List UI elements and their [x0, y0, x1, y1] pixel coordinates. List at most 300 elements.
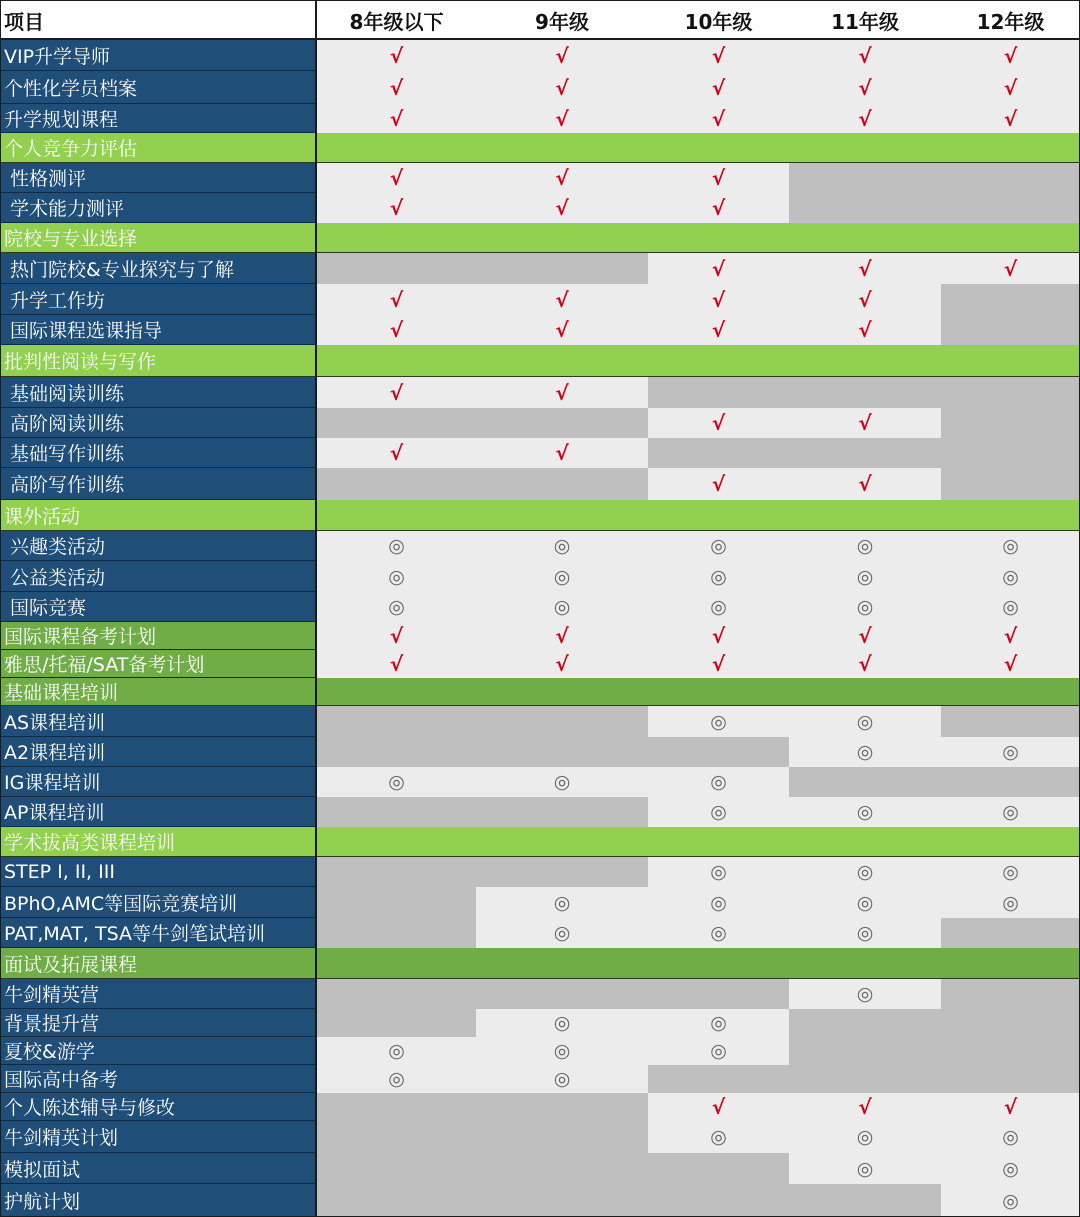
cell-grade-9 [476, 71, 648, 104]
cell-grade-12 [941, 979, 1080, 1009]
checkmark-icon: √ [555, 441, 569, 465]
cell-grade-12 [941, 1153, 1080, 1184]
checkmark-icon: √ [711, 166, 726, 190]
double-circle-icon: ◎ [388, 596, 405, 618]
checkmark-icon: √ [555, 106, 569, 131]
cell-grade-8-below [317, 1153, 476, 1184]
cell-grade-11 [789, 1184, 941, 1217]
cell-grade-10 [648, 193, 789, 223]
cell-grade-11 [789, 918, 941, 948]
cell-grade-12 [941, 706, 1080, 737]
cell-grade-11 [789, 979, 941, 1009]
cell-grade-10 [648, 857, 789, 887]
checkmark-icon: √ [711, 43, 726, 68]
cell-grade-11 [789, 193, 941, 223]
cell-grade-11 [789, 706, 941, 737]
row-label: 兴趣类活动 [0, 531, 315, 561]
checkmark-icon: √ [389, 196, 404, 220]
cell-grade-11 [789, 767, 941, 797]
cell-grade-10 [648, 284, 789, 315]
section-label: 院校与专业选择 [0, 223, 315, 253]
cell-grade-10 [648, 253, 789, 284]
cell-grade-11 [789, 315, 941, 345]
checkmark-icon: √ [711, 106, 726, 131]
cell-grade-8-below [317, 104, 476, 133]
cell-grade-12 [941, 592, 1080, 622]
cell-grade-10 [648, 1037, 789, 1065]
cell-grade-12 [941, 253, 1080, 284]
header-grade-8-below: 8年级以下 [349, 9, 444, 34]
section-label: 学术拔高类课程培训 [0, 827, 315, 857]
cell-grade-9 [476, 979, 648, 1009]
row-label: 牛剑精英营 [0, 979, 315, 1009]
cell-grade-12 [941, 531, 1080, 561]
checkmark-icon: √ [711, 1095, 726, 1119]
double-circle-icon: ◎ [553, 1068, 571, 1090]
cell-grade-8-below [317, 1093, 476, 1121]
checkmark-icon: √ [711, 256, 726, 281]
checkmark-icon: √ [711, 196, 726, 220]
cell-grade-8-below [317, 163, 476, 193]
row-label: 高阶写作训练 [0, 468, 315, 500]
cell-grade-10 [648, 163, 789, 193]
cell-grade-9 [476, 767, 648, 797]
double-circle-icon: ◎ [388, 565, 405, 588]
double-circle-icon: ◎ [856, 596, 874, 618]
cell-grade-11 [789, 887, 941, 918]
row-label: 热门院校&专业探究与了解 [0, 253, 315, 284]
cell-grade-11 [789, 438, 941, 468]
cell-grade-12 [941, 468, 1080, 500]
double-circle-icon: ◎ [553, 922, 571, 944]
checkmark-icon: √ [1003, 75, 1018, 100]
cell-grade-9 [476, 377, 648, 408]
cell-grade-9 [476, 315, 648, 345]
double-circle-icon: ◎ [856, 565, 874, 588]
checkmark-icon: √ [389, 287, 404, 312]
cell-grade-12 [941, 767, 1080, 797]
cell-grade-9 [476, 1121, 648, 1153]
cell-grade-11 [789, 622, 941, 650]
checkmark-icon: √ [858, 287, 872, 312]
checkmark-icon: √ [555, 43, 569, 68]
cell-grade-11 [789, 857, 941, 887]
checkmark-icon: √ [555, 624, 569, 648]
checkmark-icon: √ [711, 75, 726, 100]
cell-grade-8-below [317, 1037, 476, 1065]
cell-grade-12 [941, 284, 1080, 315]
cell-grade-8-below [317, 797, 476, 827]
row-label: 基础写作训练 [0, 438, 315, 468]
row-label: VIP升学导师 [0, 40, 315, 71]
cell-grade-10 [648, 468, 789, 500]
checkmark-icon: √ [389, 43, 404, 68]
cell-grade-10 [648, 377, 789, 408]
checkmark-icon: √ [389, 380, 404, 405]
cell-grade-8-below [317, 284, 476, 315]
cell-grade-11 [789, 284, 941, 315]
cell-grade-11 [789, 1121, 941, 1153]
cell-grade-10 [648, 1184, 789, 1217]
checkmark-icon: √ [711, 287, 726, 312]
cell-grade-11 [789, 1009, 941, 1037]
double-circle-icon: ◎ [388, 535, 405, 557]
double-circle-icon: ◎ [710, 535, 727, 557]
cell-grade-12 [941, 918, 1080, 948]
row-label: 基础阅读训练 [0, 377, 315, 408]
cell-grade-8-below [317, 438, 476, 468]
cell-grade-12 [941, 1065, 1080, 1093]
row-label: 国际课程备考计划 [0, 622, 315, 650]
checkmark-icon: √ [711, 411, 726, 435]
row-label: PAT,MAT, TSA等牛剑笔试培训 [0, 918, 315, 948]
cell-grade-12 [941, 887, 1080, 918]
checkmark-icon: √ [555, 652, 569, 676]
double-circle-icon: ◎ [856, 891, 874, 914]
cell-grade-9 [476, 737, 648, 767]
double-circle-icon: ◎ [553, 771, 571, 793]
row-label: 雅思/托福/SAT备考计划 [0, 650, 315, 678]
row-label: 高阶阅读训练 [0, 408, 315, 438]
cell-grade-10 [648, 1065, 789, 1093]
checkmark-icon: √ [858, 318, 872, 342]
column-divider [315, 0, 317, 1217]
cell-grade-8-below [317, 650, 476, 678]
cell-grade-10 [648, 1009, 789, 1037]
row-label: 学术能力测评 [0, 193, 315, 223]
cell-grade-10 [648, 1153, 789, 1184]
cell-grade-11 [789, 253, 941, 284]
cell-grade-11 [789, 40, 941, 71]
double-circle-icon: ◎ [1002, 565, 1019, 588]
cell-grade-10 [648, 315, 789, 345]
checkmark-icon: √ [711, 652, 726, 676]
section-label: 基础课程培训 [0, 678, 315, 706]
double-circle-icon: ◎ [710, 596, 727, 618]
cell-grade-10 [648, 706, 789, 737]
cell-grade-9 [476, 857, 648, 887]
cell-grade-8-below [317, 40, 476, 71]
checkmark-icon: √ [555, 287, 569, 312]
header-grade-12: 12年级 [976, 9, 1045, 34]
checkmark-icon: √ [555, 75, 569, 100]
cell-grade-12 [941, 1009, 1080, 1037]
cell-grade-9 [476, 797, 648, 827]
cell-grade-8-below [317, 468, 476, 500]
checkmark-icon: √ [858, 624, 872, 648]
section-label: 批判性阅读与写作 [0, 345, 315, 377]
section-label: 课外活动 [0, 500, 315, 531]
row-label: 国际竞赛 [0, 592, 315, 622]
cell-grade-8-below [317, 1121, 476, 1153]
cell-grade-11 [789, 1153, 941, 1184]
double-circle-icon: ◎ [1002, 741, 1019, 763]
row-label: 公益类活动 [0, 561, 315, 592]
row-label: 性格测评 [0, 163, 315, 193]
checkmark-icon: √ [711, 624, 726, 648]
checkmark-icon: √ [858, 43, 872, 68]
cell-grade-10 [648, 561, 789, 592]
cell-grade-12 [941, 315, 1080, 345]
cell-grade-12 [941, 561, 1080, 592]
double-circle-icon: ◎ [710, 565, 727, 588]
cell-grade-8-below [317, 622, 476, 650]
row-label: 背景提升营 [0, 1009, 315, 1037]
double-circle-icon: ◎ [856, 861, 874, 883]
row-label: 升学工作坊 [0, 284, 315, 315]
cell-grade-9 [476, 40, 648, 71]
cell-grade-11 [789, 737, 941, 767]
cell-grade-10 [648, 737, 789, 767]
checkmark-icon: √ [389, 624, 404, 648]
cell-grade-12 [941, 797, 1080, 827]
double-circle-icon: ◎ [710, 771, 727, 793]
checkmark-icon: √ [555, 196, 569, 220]
header-grade-9: 9年级 [535, 9, 589, 34]
cell-grade-12 [941, 737, 1080, 767]
cell-grade-11 [789, 1065, 941, 1093]
cell-grade-9 [476, 104, 648, 133]
cell-grade-11 [789, 104, 941, 133]
checkmark-icon: √ [711, 318, 726, 342]
cell-grade-10 [648, 650, 789, 678]
checkmark-icon: √ [858, 75, 872, 100]
double-circle-icon: ◎ [856, 801, 874, 823]
cell-grade-8-below [317, 315, 476, 345]
double-circle-icon: ◎ [710, 861, 727, 883]
cell-grade-8-below [317, 857, 476, 887]
row-label: 国际高中备考 [0, 1065, 315, 1093]
cell-grade-11 [789, 377, 941, 408]
cell-grade-9 [476, 592, 648, 622]
checkmark-icon: √ [858, 472, 872, 496]
checkmark-icon: √ [1003, 1095, 1018, 1119]
cell-grade-9 [476, 918, 648, 948]
double-circle-icon: ◎ [856, 1157, 874, 1180]
cell-grade-8-below [317, 1065, 476, 1093]
double-circle-icon: ◎ [1002, 596, 1019, 618]
checkmark-icon: √ [555, 380, 569, 405]
double-circle-icon: ◎ [1002, 801, 1019, 823]
cell-grade-12 [941, 438, 1080, 468]
cell-grade-12 [941, 857, 1080, 887]
row-label: 护航计划 [0, 1184, 315, 1217]
cell-grade-9 [476, 1065, 648, 1093]
cell-grade-8-below [317, 71, 476, 104]
cell-grade-9 [476, 650, 648, 678]
cell-grade-8-below [317, 561, 476, 592]
cell-grade-10 [648, 767, 789, 797]
row-label: BPhO,AMC等国际竞赛培训 [0, 887, 315, 918]
cell-grade-11 [789, 71, 941, 104]
double-circle-icon: ◎ [553, 565, 571, 588]
cell-grade-12 [941, 1184, 1080, 1217]
double-circle-icon: ◎ [553, 1012, 571, 1034]
cell-grade-9 [476, 1009, 648, 1037]
checkmark-icon: √ [555, 318, 569, 342]
cell-grade-10 [648, 622, 789, 650]
checkmark-icon: √ [389, 652, 404, 676]
double-circle-icon: ◎ [388, 771, 405, 793]
header-item: 项目 [4, 9, 44, 34]
cell-grade-10 [648, 887, 789, 918]
cell-grade-11 [789, 531, 941, 561]
cell-grade-9 [476, 706, 648, 737]
cell-grade-10 [648, 104, 789, 133]
double-circle-icon: ◎ [1002, 1126, 1019, 1148]
table-header [0, 0, 1080, 40]
cell-grade-8-below [317, 408, 476, 438]
double-circle-icon: ◎ [856, 1126, 874, 1148]
checkmark-icon: √ [389, 166, 404, 190]
cell-grade-10 [648, 592, 789, 622]
checkmark-icon: √ [1003, 43, 1018, 68]
double-circle-icon: ◎ [553, 535, 571, 557]
cell-grade-8-below [317, 531, 476, 561]
cell-grade-9 [476, 253, 648, 284]
cell-grade-11 [789, 468, 941, 500]
checkmark-icon: √ [858, 256, 872, 281]
row-label: STEP I, II, III [0, 857, 315, 887]
cell-grade-8-below [317, 767, 476, 797]
cell-grade-9 [476, 1037, 648, 1065]
checkmark-icon: √ [858, 411, 872, 435]
cell-grade-9 [476, 622, 648, 650]
cell-grade-9 [476, 163, 648, 193]
cell-grade-8-below [317, 592, 476, 622]
cell-grade-9 [476, 193, 648, 223]
row-label: 升学规划课程 [0, 104, 315, 133]
double-circle-icon: ◎ [710, 891, 727, 914]
checkmark-icon: √ [858, 106, 872, 131]
cell-grade-10 [648, 797, 789, 827]
checkmark-icon: √ [1003, 256, 1018, 281]
cell-grade-9 [476, 1153, 648, 1184]
cell-grade-9 [476, 1093, 648, 1121]
row-label: 个性化学员档案 [0, 71, 315, 104]
checkmark-icon: √ [711, 472, 726, 496]
double-circle-icon: ◎ [856, 710, 874, 733]
cell-grade-11 [789, 163, 941, 193]
checkmark-icon: √ [1003, 652, 1018, 676]
double-circle-icon: ◎ [1002, 1189, 1019, 1212]
double-circle-icon: ◎ [856, 741, 874, 763]
double-circle-icon: ◎ [710, 1040, 727, 1062]
cell-grade-12 [941, 408, 1080, 438]
double-circle-icon: ◎ [856, 983, 874, 1005]
cell-grade-10 [648, 918, 789, 948]
cell-grade-12 [941, 193, 1080, 223]
cell-grade-10 [648, 40, 789, 71]
cell-grade-8-below [317, 377, 476, 408]
cell-grade-12 [941, 1037, 1080, 1065]
double-circle-icon: ◎ [553, 891, 571, 914]
checkmark-icon: √ [389, 441, 404, 465]
double-circle-icon: ◎ [710, 922, 727, 944]
cell-grade-10 [648, 71, 789, 104]
cell-grade-11 [789, 650, 941, 678]
double-circle-icon: ◎ [1002, 891, 1019, 914]
section-label: 面试及拓展课程 [0, 948, 315, 979]
double-circle-icon: ◎ [710, 801, 727, 823]
cell-grade-12 [941, 1093, 1080, 1121]
cell-grade-8-below [317, 737, 476, 767]
double-circle-icon: ◎ [856, 922, 874, 944]
row-label: 个人陈述辅导与修改 [0, 1093, 315, 1121]
double-circle-icon: ◎ [553, 1040, 571, 1062]
double-circle-icon: ◎ [710, 1126, 727, 1148]
double-circle-icon: ◎ [388, 1068, 405, 1090]
cell-grade-12 [941, 377, 1080, 408]
row-label: 模拟面试 [0, 1153, 315, 1184]
cell-grade-8-below [317, 979, 476, 1009]
cell-grade-9 [476, 531, 648, 561]
cell-grade-12 [941, 104, 1080, 133]
cell-grade-9 [476, 438, 648, 468]
cell-grade-12 [941, 40, 1080, 71]
double-circle-icon: ◎ [1002, 861, 1019, 883]
cell-grade-12 [941, 71, 1080, 104]
cell-grade-9 [476, 284, 648, 315]
double-circle-icon: ◎ [710, 1012, 727, 1034]
row-label: 国际课程选课指导 [0, 315, 315, 345]
cell-grade-8-below [317, 1184, 476, 1217]
cell-grade-9 [476, 561, 648, 592]
cell-grade-10 [648, 531, 789, 561]
cell-grade-10 [648, 408, 789, 438]
cell-grade-10 [648, 1121, 789, 1153]
row-label: A2课程培训 [0, 737, 315, 767]
double-circle-icon: ◎ [388, 1040, 405, 1062]
header-grade-10: 10年级 [684, 9, 753, 34]
double-circle-icon: ◎ [856, 535, 874, 557]
checkmark-icon: √ [555, 166, 569, 190]
cell-grade-11 [789, 592, 941, 622]
row-label: 牛剑精英计划 [0, 1121, 315, 1153]
header-grade-11: 11年级 [831, 9, 899, 34]
cell-grade-11 [789, 408, 941, 438]
cell-grade-12 [941, 650, 1080, 678]
cell-grade-12 [941, 622, 1080, 650]
cell-grade-9 [476, 1184, 648, 1217]
cell-grade-11 [789, 1093, 941, 1121]
checkmark-icon: √ [389, 318, 404, 342]
cell-grade-12 [941, 1121, 1080, 1153]
cell-grade-11 [789, 1037, 941, 1065]
checkmark-icon: √ [389, 106, 404, 131]
cell-grade-9 [476, 408, 648, 438]
cell-grade-10 [648, 1093, 789, 1121]
double-circle-icon: ◎ [1002, 1157, 1019, 1180]
checkmark-icon: √ [858, 652, 872, 676]
double-circle-icon: ◎ [1002, 535, 1019, 557]
double-circle-icon: ◎ [553, 596, 571, 618]
cell-grade-8-below [317, 706, 476, 737]
cell-grade-8-below [317, 1009, 476, 1037]
checkmark-icon: √ [389, 75, 404, 100]
cell-grade-11 [789, 561, 941, 592]
cell-grade-8-below [317, 887, 476, 918]
section-label: 个人竞争力评估 [0, 133, 315, 163]
cell-grade-10 [648, 438, 789, 468]
checkmark-icon: √ [1003, 106, 1018, 131]
double-circle-icon: ◎ [710, 710, 727, 733]
row-label: IG课程培训 [0, 767, 315, 797]
checkmark-icon: √ [1003, 624, 1018, 648]
cell-grade-9 [476, 468, 648, 500]
cell-grade-8-below [317, 193, 476, 223]
checkmark-icon: √ [858, 1095, 872, 1119]
